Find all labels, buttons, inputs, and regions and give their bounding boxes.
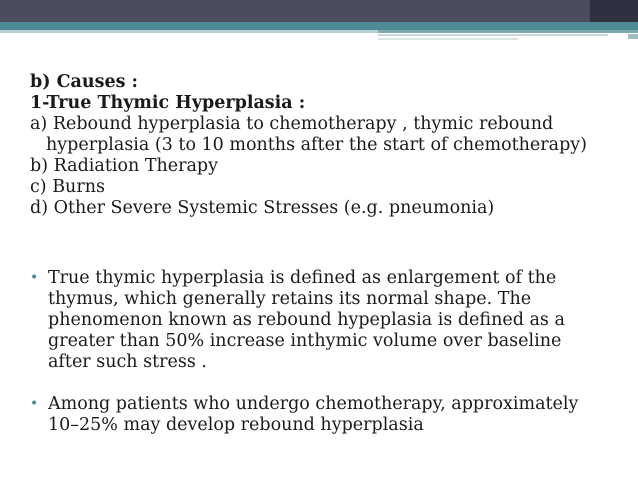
bullet-item-2 <box>30 394 625 436</box>
slide-header-tab <box>590 0 638 22</box>
bullet-line: Among patients who undergo chemotherapy, approximately <box>48 394 579 414</box>
bullet-line: 10–25% may develop rebound hyperplasia <box>48 415 424 435</box>
causes-subheading: 1-True Thymic Hyperplasia : <box>30 93 306 113</box>
slide-accent-line-light <box>0 30 378 33</box>
causes-heading: b) Causes : <box>30 72 138 92</box>
bullet-item-1 <box>30 268 625 373</box>
cause-item-line: a) Rebound hyperplasia to chemotherapy , thymic rebound <box>30 114 554 134</box>
bullet-line: greater than 50% increase inthymic volume over baseline <box>48 331 562 351</box>
bullet-line: phenomenon known as rebound hypeplasia is defined as a <box>48 310 565 330</box>
slide-header-band <box>0 0 638 22</box>
slide-accent-line <box>0 22 638 30</box>
bullet-line: True thymic hyperplasia is defined as enlargement of the <box>48 268 557 288</box>
slide-accent-stack <box>378 30 638 42</box>
accent-bar-1 <box>378 30 638 33</box>
cause-item-line: d) Other Severe Systemic Stresses (e.g. pneumonia) <box>30 198 495 218</box>
cause-item-line: hyperplasia (3 to 10 months after the start of chemotherapy) <box>46 135 587 155</box>
accent-bar-4 <box>628 34 638 39</box>
accent-bar-3 <box>378 38 518 40</box>
bullet-list <box>30 268 625 457</box>
bullet-marker: • <box>30 270 39 286</box>
bullet-marker: • <box>30 396 39 412</box>
cause-item-b <box>30 156 625 177</box>
cause-item-a <box>30 114 625 156</box>
cause-item-c <box>30 177 625 198</box>
accent-bar-2 <box>378 34 608 36</box>
cause-item-line: c) Burns <box>30 177 105 197</box>
bullet-line: after such stress . <box>48 352 207 372</box>
cause-item-line: b) Radiation Therapy <box>30 156 219 176</box>
cause-item-d <box>30 198 625 219</box>
causes-section <box>30 72 625 219</box>
bullet-line: thymus, which generally retains its normal shape. The <box>48 289 532 309</box>
